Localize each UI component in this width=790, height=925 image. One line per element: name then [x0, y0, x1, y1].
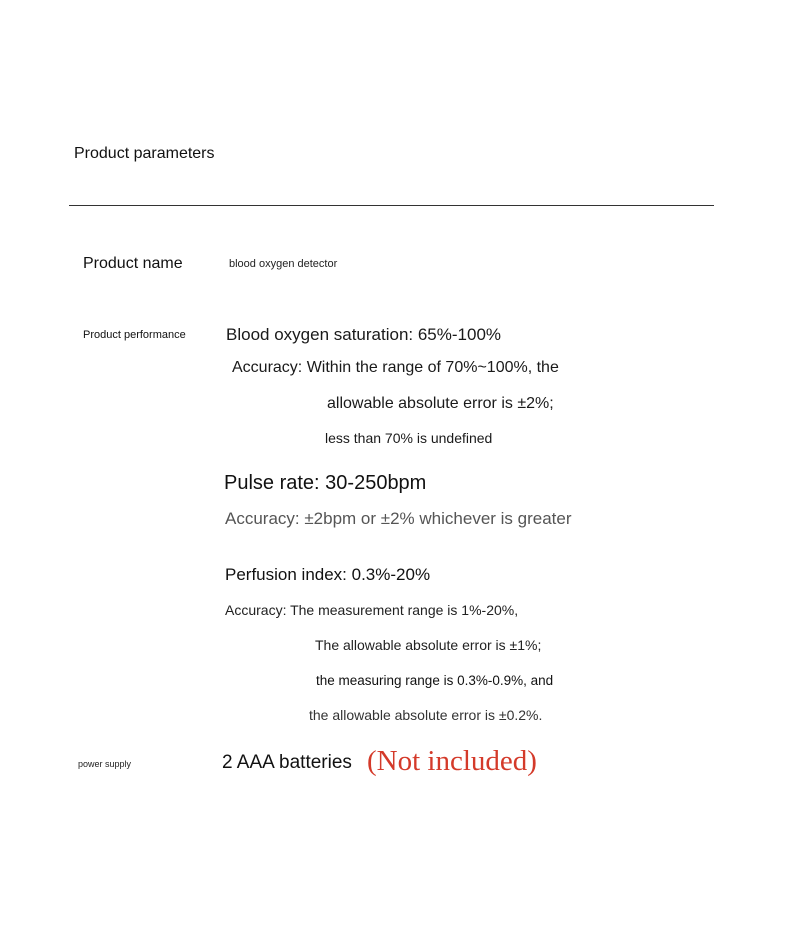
product-name-value: blood oxygen detector	[229, 258, 338, 270]
perfusion-index-accuracy-line: the allowable absolute error is ±0.2%.	[309, 707, 543, 723]
perfusion-index-accuracy-line: the measuring range is 0.3%-0.9%, and	[316, 673, 554, 688]
section-title: Product parameters	[74, 145, 215, 162]
divider	[69, 205, 714, 206]
power-supply-value: 2 AAA batteries	[222, 752, 352, 773]
blood-oxygen-accuracy-line: less than 70% is undefined	[325, 430, 493, 446]
perfusion-index-accuracy-line: Accuracy: The measurement range is 1%-20%,	[225, 602, 519, 618]
pulse-rate-title: Pulse rate: 30-250bpm	[224, 472, 427, 494]
power-supply-label: power supply	[78, 759, 132, 769]
blood-oxygen-accuracy-line: allowable absolute error is ±2%;	[327, 395, 554, 412]
pulse-rate-accuracy: Accuracy: ±2bpm or ±2% whichever is greater	[225, 509, 572, 528]
blood-oxygen-title: Blood oxygen saturation: 65%-100%	[226, 325, 502, 344]
blood-oxygen-accuracy-line: Accuracy: Within the range of 70%~100%, the	[232, 359, 559, 376]
perfusion-index-title: Perfusion index: 0.3%-20%	[225, 565, 431, 584]
product-performance-label: Product performance	[83, 329, 186, 341]
perfusion-index-accuracy-line: The allowable absolute error is ±1%;	[315, 637, 542, 653]
product-name-label: Product name	[83, 255, 183, 272]
power-supply-note: (Not included)	[367, 745, 537, 777]
